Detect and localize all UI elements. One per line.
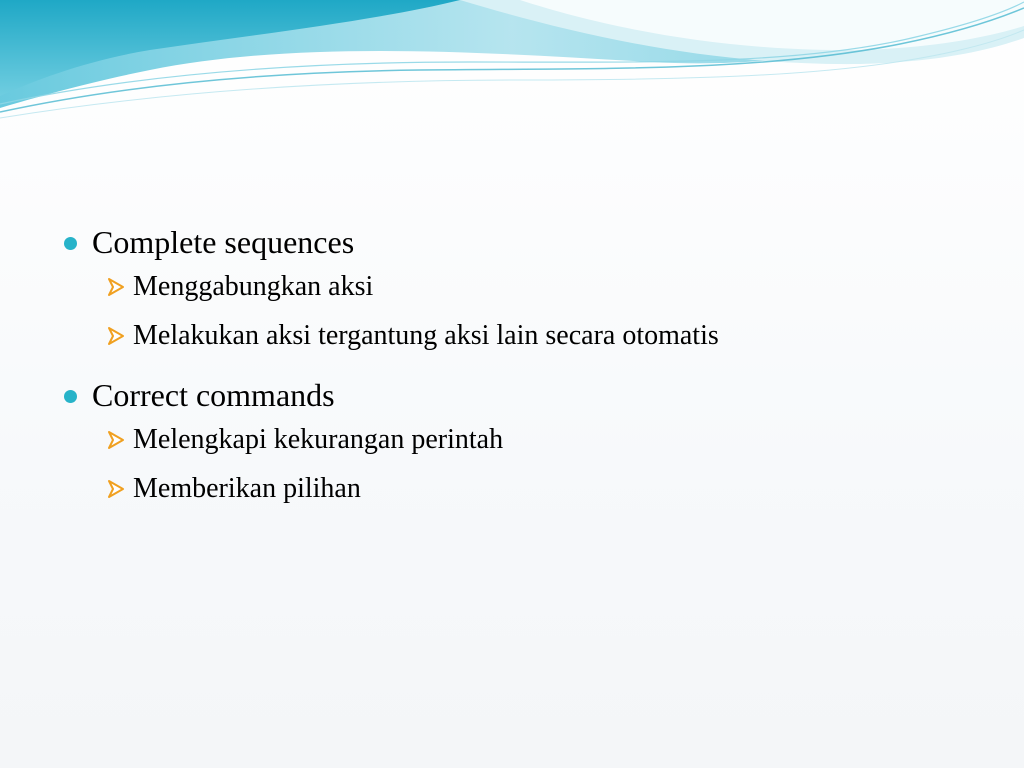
arrow-bullet-icon <box>106 276 126 298</box>
arrow-bullet-icon <box>106 325 126 347</box>
bullet-item <box>62 222 1002 262</box>
sub-bullet-item <box>106 270 1002 304</box>
bullet-dot-icon <box>64 237 77 250</box>
sub-bullet-list <box>106 423 1002 506</box>
sub-bullet-list <box>106 270 1002 353</box>
sub-bullet-item <box>106 319 1002 353</box>
bullet-text: Correct commands <box>92 377 335 413</box>
arrow-bullet-icon <box>106 478 126 500</box>
bullet-group <box>62 375 1002 506</box>
sub-bullet-text: Menggabungkan aksi <box>133 271 374 302</box>
sub-bullet-text: Melengkapi kekurangan perintah <box>133 424 504 455</box>
arrow-bullet-icon <box>106 429 126 451</box>
bullet-dot-icon <box>64 390 77 403</box>
sub-bullet-text: Melakukan aksi tergantung aksi lain secara otomatis <box>133 320 719 351</box>
sub-bullet-item <box>106 472 1002 506</box>
bullet-list <box>62 222 1002 521</box>
sub-bullet-text: Memberikan pilihan <box>133 473 361 504</box>
bullet-item <box>62 375 1002 415</box>
bullet-group <box>62 222 1002 353</box>
header-wave-decoration <box>0 0 1024 130</box>
sub-bullet-item <box>106 423 1002 457</box>
bullet-text: Complete sequences <box>92 224 355 260</box>
